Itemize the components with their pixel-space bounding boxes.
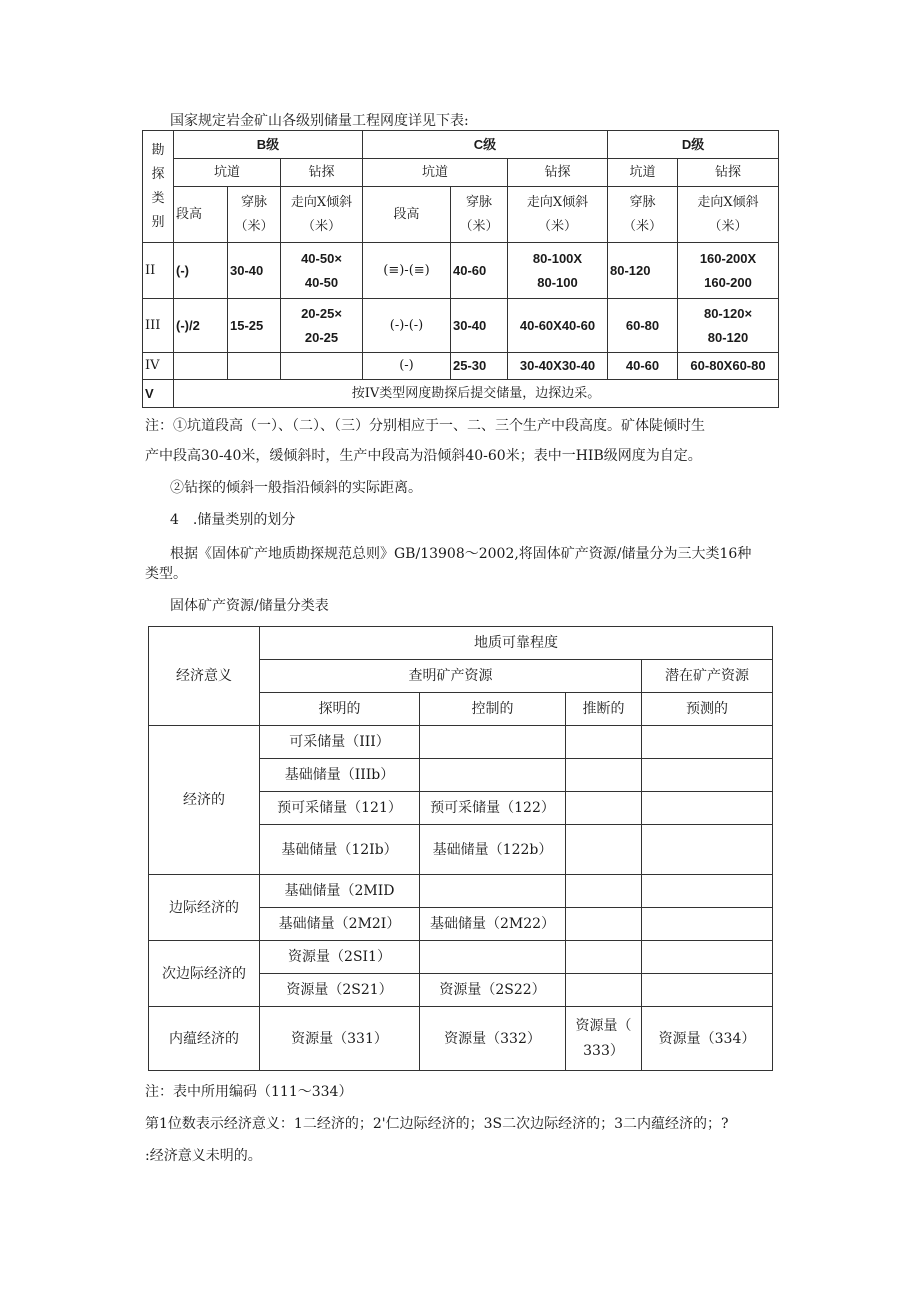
c-strike [508,187,608,243]
cell-empty [566,875,642,908]
row-ii-c-seg: (≡)-(≡) [363,243,451,299]
row-iv [143,353,779,380]
row-iii-type: III [143,299,174,353]
header-identified: 查明矿产资源 [260,660,642,693]
cell-empty [642,825,773,875]
cell-331: 资源量（331） [260,1007,420,1071]
row-iv-d-cross: 40-60 [608,353,678,380]
cell-334: 资源量（334） [642,1007,773,1071]
row-economic: 经济的 [149,726,260,875]
cell-empty [420,759,566,792]
cell-empty [420,726,566,759]
row-ii-d-drill-1: 160-200X [699,250,757,266]
row-iii [143,299,779,353]
c-tunnel: 坑道 [363,159,508,187]
header-grade-d: D级 [608,131,779,159]
header-geo-reliability: 地质可靠程度 [260,627,773,660]
row-ii-b-drill-2: 40-50 [304,274,339,290]
row-iii-c-drill: 40-60X40-60 [508,299,608,353]
row-intrinsic: 内蕴经济的 [149,1007,260,1071]
cell-121: 预可采储量（121） [260,792,420,825]
note4-line2: :经济意义未明的。 [145,1148,262,1164]
cell-empty [566,726,642,759]
cell-empty [566,941,642,974]
cell-111: 可采储量（III） [260,726,420,759]
c-drill: 钻探 [508,159,608,187]
cell-2s11: 资源量（2SI1） [260,941,420,974]
cell-2m22: 基础储量（2M22） [420,908,566,941]
header-controlled: 控制的 [420,693,566,726]
header-potential: 潜在矿产资源 [642,660,773,693]
row-iii-c-seg: (-)-(-) [363,299,451,353]
d-cross-unit: （米） [622,218,662,234]
d-cross-label: 穿脉 [629,194,656,210]
d-strike-unit: （米） [708,218,748,234]
row-ii-b-cross: 30-40 [228,243,281,299]
cell-empty [420,875,566,908]
cell-empty [420,941,566,974]
cell-122b: 基础储量（122b） [420,825,566,875]
resource-classification-table [148,626,773,1071]
cell-empty [642,974,773,1007]
row-ii-b-drill [281,243,363,299]
cell-empty [642,759,773,792]
header-proven: 探明的 [260,693,420,726]
cell-empty [566,759,642,792]
b-strike-label: 走向X倾斜 [290,194,353,210]
header-grade-b: B级 [174,131,363,159]
row-iii-d-cross: 60-80 [608,299,678,353]
table2-title: 固体矿产资源/储量分类表 [170,598,329,614]
row-ii-type: II [143,243,174,299]
row-ii-c-drill-2: 80-100 [537,274,578,290]
row-v-note: 按IV类型网度勘探后提交储量，边探边采。 [174,380,779,408]
b-strike-unit: （米） [301,218,341,234]
cell-empty [642,792,773,825]
cell-122: 预可采储量（122） [420,792,566,825]
c-cross-vein [451,187,508,243]
b-strike [281,187,363,243]
cell-333 [566,1007,642,1071]
para-line2: 类型。 [145,566,187,582]
row-submarginal: 次边际经济的 [149,941,260,1007]
row-iii-b-seg: (-)/2 [174,299,228,353]
row-iii-d-drill-2: 80-120 [707,329,749,345]
cell-333-line2: 333） [583,1042,624,1059]
b-cross-unit: （米） [234,218,274,234]
cell-empty [642,908,773,941]
b-drill: 钻探 [281,159,363,187]
cell-empty [566,825,642,875]
b-seg-height: 段高 [174,187,228,243]
section-heading: 4 .储量类别的划分 [170,512,296,528]
c-strike-unit: （米） [537,218,577,234]
row-iv-c-drill: 30-40X30-40 [508,353,608,380]
cell-2s22: 资源量（2S22） [420,974,566,1007]
row-marginal: 边际经济的 [149,875,260,941]
row-v-type: V [143,380,174,408]
cell-empty [642,875,773,908]
c-cross-unit: （米） [459,218,499,234]
d-strike-label: 走向X倾斜 [697,194,759,210]
row-iv-b-cross [228,353,281,380]
header-econ-meaning: 经济意义 [149,627,260,726]
row-ii-c-cross: 40-60 [451,243,508,299]
note4-line1: 第1位数表示经济意义：1二经济的；2'仁边际经济的；3S二次边际经济的；3二内蕴经济的；? [145,1116,729,1132]
exploration-grid-table [142,130,779,408]
b-tunnel: 坑道 [174,159,281,187]
d-drill: 钻探 [678,159,779,187]
row-ii-c-drill-1: 80-100X [532,250,583,266]
row-iii-d-drill-1: 80-120× [703,305,753,321]
c-strike-label: 走向X倾斜 [526,194,589,210]
row-ii-d-cross: 80-120 [608,243,678,299]
row-iv-d-drill: 60-80X60-80 [678,353,779,380]
row-iii-c-cross: 30-40 [451,299,508,353]
cell-111b: 基础储量（IIIb） [260,759,420,792]
cell-2s21: 资源量（2S21） [260,974,420,1007]
row-iii-b-cross: 15-25 [228,299,281,353]
note1-line1: 注：①坑道段高（一）、（二）、（三）分别相应于一、二、三个生产中段高度。矿体陡倾时生 [145,418,705,434]
row-ii-b-drill-1: 40-50× [301,250,342,266]
row-ii-d-drill-2: 160-200 [704,274,752,290]
d-strike [678,187,779,243]
cell-empty [566,908,642,941]
row-iii-d-drill [678,299,779,353]
d-tunnel: 坑道 [608,159,678,187]
cell-332: 资源量（332） [420,1007,566,1071]
header-grade-c: C级 [363,131,608,159]
c-seg-height: 段高 [363,187,451,243]
note3: 注：表中所用编码（111～334） [145,1084,353,1100]
row-iv-c-cross: 25-30 [451,353,508,380]
intro-text: 国家规定岩金矿山各级别储量工程网度详见下表: [170,113,469,129]
header-predicted: 预测的 [642,693,773,726]
cell-333-line1: 资源量（ [575,1017,632,1034]
row-iii-b-drill-1: 20-25× [301,305,342,321]
header-type: 勘探类别 [143,131,174,243]
note2: ②钻探的倾斜一般指沿倾斜的实际距离。 [170,480,422,496]
para-line1: 根据《固体矿产地质勘探规范总则》GB/13908～2002,将固体矿产资源/储量分为三大类16种 [170,546,752,562]
cell-empty [566,792,642,825]
cell-2m11: 基础储量（2MID [260,875,420,908]
b-cross-label: 穿脉 [240,194,267,210]
row-iv-type: IV [143,353,174,380]
c-cross-label: 穿脉 [465,194,492,210]
cell-2m21: 基础储量（2M2I） [260,908,420,941]
header-inferred: 推断的 [566,693,642,726]
row-iii-b-drill [281,299,363,353]
cell-empty [642,726,773,759]
row-iv-b-seg [174,353,228,380]
row-ii-d-drill [678,243,779,299]
b-cross-vein [228,187,281,243]
row-ii [143,243,779,299]
row-iii-b-drill-2: 20-25 [304,329,339,345]
d-cross-vein [608,187,678,243]
cell-empty [566,974,642,1007]
row-ii-b-seg: (-) [174,243,228,299]
row-iv-b-drill [281,353,363,380]
cell-121b: 基础储量（12Ib） [260,825,420,875]
row-iv-c-seg: (-) [363,353,451,380]
cell-empty [642,941,773,974]
row-v [143,380,779,408]
note1-line2: 产中段高30-40米，缓倾斜时，生产中段高为沿倾斜40-60米；表中一HIB级网度为自定。 [145,448,702,464]
row-ii-c-drill [508,243,608,299]
